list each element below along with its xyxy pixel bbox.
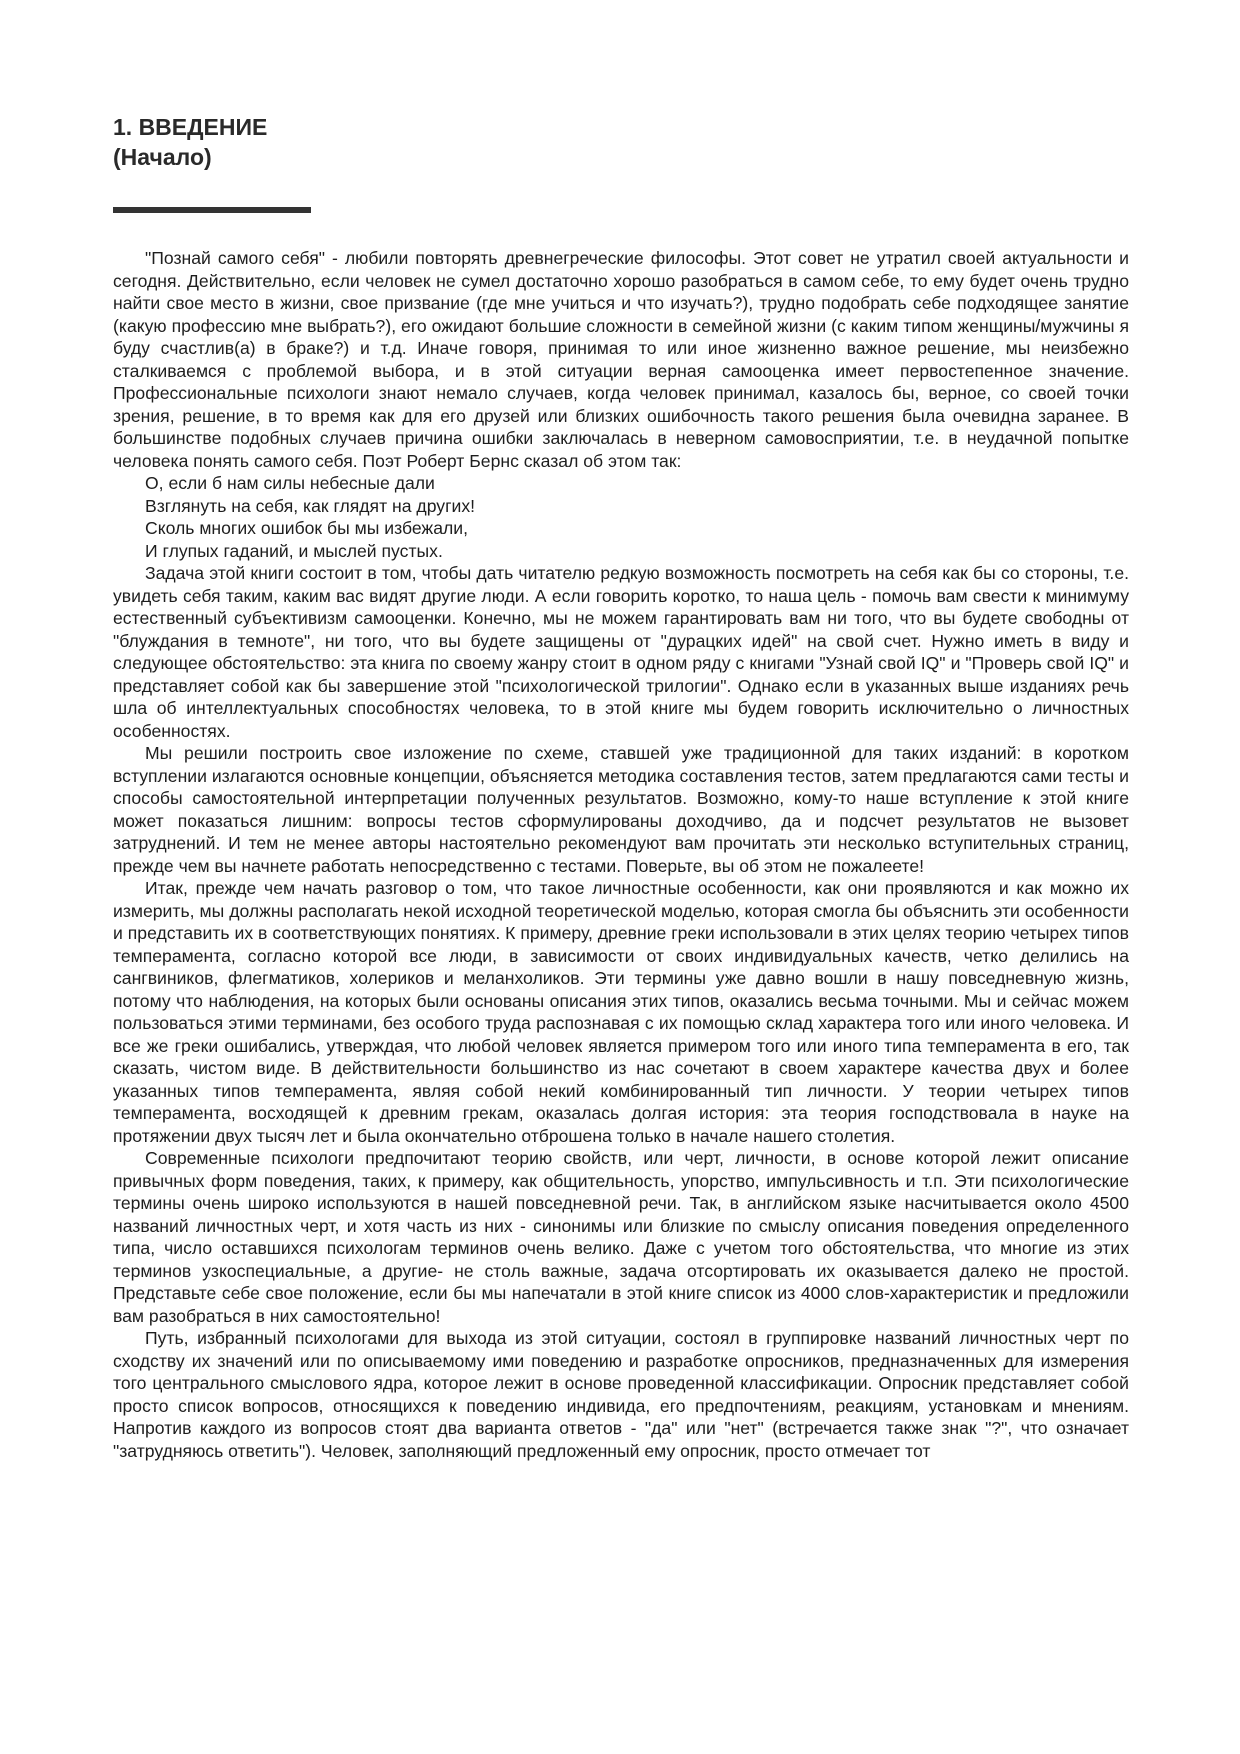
paragraph-5: Современные психологи предпочитают теорию свойств, или черт, личности, в основе которой лежит описание привычных форм поведения, таких, к примеру, как общительность, упорство, импульсивность и т.п. Эти психологические термины очень широко используются в нашей повседневной речи. Так, в английском языке насчитывается около 4500 названий личностных черт, и хотя часть из них - синонимы или близкие по смыслу описания поведения определенного типа, число оставшихся психологам терминов очень велико. Даже с учетом того обстоятельства, что многие из этих терминов узкоспециальные, а другие- не столь важные, задача отсортировать их оказывается далеко не простой. Представьте себе свое положение, если бы мы напечатали в этой книге список из 4000 слов-характеристик и предложили вам разобраться в них самостоятельно! (113, 1148, 1129, 1326)
paragraph-6: Путь, избранный психологами для выхода из этой ситуации, состоял в группировке названий личностных черт по сходству их значений или по описываемому ими поведению и разработке опросников, предназначенных для измерения того центрального смыслового ядра, которое лежит в основе проведенной классификации. Опросник представляет собой просто список вопросов, относящихся к поведению индивида, его предпочтениям, реакциям, установкам и мнениям. Напротив каждого из вопросов стоят два варианта ответов - "да" или "нет" (встречается также знак "?", что означает "затрудняюсь ответить"). Человек, заполняющий предложенный ему опросник, просто отмечает тот (113, 1328, 1129, 1461)
paragraph-4: Итак, прежде чем начать разговор о том, что такое личностные особенности, как они проявляются и как можно их измерить, мы должны располагать некой исходной теоретической моделью, которая смогла бы объяснить эти особенности и представить их в соответствующих понятиях. К примеру, древние греки использовали в этих целях теорию четырех типов темперамента, согласно которой все люди, в зависимости от своих индивидуальных качеств, четко делились на сангвиников, флегматиков, холериков и меланхоликов. Эти термины уже давно вошли в нашу повседневную жизнь, потому что наблюдения, на которых были основаны описания этих типов, оказались весьма точными. Мы и сейчас можем пользоваться этими терминами, без особого труда распознавая с их помощью склад характера того или иного человека. И все же греки ошибались, утверждая, что любой человек является примером того или иного типа темперамента в его, так сказать, чистом виде. В действительности большинство из нас сочетают в своем характере качества двух и более указанных типов темперамента, являя собой некий комбинированный тип личности. У теории четырех типов темперамента, восходящей к древним грекам, оказалась долгая история: эта теория господствовала в науке на протяжении двух тысяч лет и была окончательно отброшена только в начале нашего столетия. (113, 878, 1129, 1146)
chapter-subtitle: (Начало) (113, 144, 212, 170)
poem-line-3: Сколь многих ошибок бы мы избежали, (145, 518, 468, 538)
poem-line-4: И глупых гаданий, и мыслей пустых. (145, 540, 443, 561)
chapter-title: 1. ВВЕДЕНИЕ (113, 114, 268, 140)
poem-line-1: О, если б нам силы небесные дали (145, 473, 435, 493)
paragraph-2: Задача этой книги состоит в том, чтобы дать читателю редкую возможность посмотреть на себя как бы со стороны, т.е. увидеть себя таким, каким вас видят другие люди. А если говорить коротко, то наша цель - помочь вам свести к минимуму естественный субъективизм самооценки. Конечно, мы не можем гарантировать вам ни того, что вы будете свободны от "блуждания в темноте", ни того, что вы будете защищены от "дурацких идей" на свой счет. Нужно иметь в виду и следующее обстоятельство: эта книга по своему жанру стоит в одном ряду с книгами "Узнай свой IQ" и "Проверь свой IQ" и представляет собой как бы завершение этой "психологической трилогии". Однако если в указанных выше изданиях речь шла об интеллектуальных способностях человека, то в этой книге мы будем говорить исключительно о личностных особенностях. (113, 563, 1129, 741)
chapter-body (113, 247, 1129, 1462)
poem-line-2: Взглянуть на себя, как глядят на других! (145, 495, 476, 516)
poem-quote (113, 472, 1129, 562)
heading-divider (113, 207, 311, 213)
chapter-heading (113, 112, 267, 172)
paragraph-3: Мы решили построить свое изложение по схеме, ставшей уже традиционной для таких изданий: в коротком вступлении излагаются основные концепции, объясняется методика составления тестов, затем предлагаются сами тесты и способы самостоятельной интерпретации полученных результатов. Возможно, кому-то наше вступление к этой книге может показаться лишним: вопросы тестов сформулированы доходчиво, да и подсчет результатов не вызовет затруднений. И тем не менее авторы настоятельно рекомендуют вам прочитать эти несколько вступительных страниц, прежде чем вы начнете работать непосредственно с тестами. Поверьте, вы об этом не пожалеете! (113, 743, 1129, 876)
paragraph-1: "Познай самого себя" - любили повторять древнегреческие философы. Этот совет не утратил своей актуальности и сегодня. Действительно, если человек не сумел достаточно хорошо разобраться в самом себе, то ему будет очень трудно найти свое место в жизни, свое призвание (где мне учиться и что изучать?), трудно подобрать себе подходящее занятие (какую профессию мне выбрать?), его ожидают большие сложности в семейной жизни (с каким типом женщины/мужчины я буду счастлив(а) в браке?) и т.д. Иначе говоря, принимая то или иное жизненно важное решение, мы неизбежно сталкиваемся с проблемой выбора, и в этой ситуации верная самооценка имеет первостепенное значение. Профессиональные психологи знают немало случаев, когда человек принимал, казалось бы, верное, со своей точки зрения, решение, в то время как для его друзей или близких ошибочность такого решения была очевидна заранее. В большинстве подобных случаев причина ошибки заключалась в неверном самовосприятии, т.е. в неудачной попытке человека понять самого себя. Поэт Роберт Бернс сказал об этом так: (113, 248, 1129, 471)
